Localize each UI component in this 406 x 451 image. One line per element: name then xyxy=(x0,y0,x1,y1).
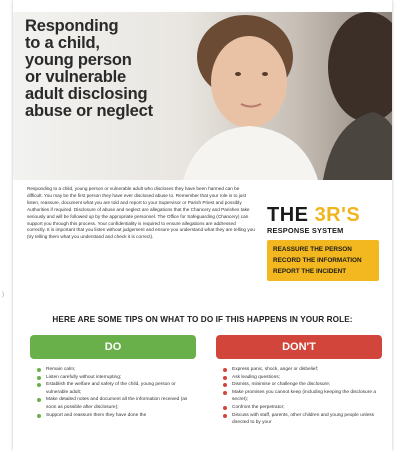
response-system-subtitle: RESPONSE SYSTEM xyxy=(267,226,344,235)
do-item xyxy=(37,374,195,382)
hero-title-line: Responding xyxy=(25,17,119,35)
do-list xyxy=(37,366,195,419)
dont-item xyxy=(223,389,383,404)
do-item xyxy=(37,396,195,411)
dont-header: DON'T xyxy=(216,335,382,359)
hero-banner xyxy=(13,12,392,180)
response-system-3rs: 3R'S xyxy=(314,204,361,226)
do-item-text: Listen carefully without interrupting; xyxy=(46,374,122,380)
dont-item-text: Confront the perpetrator; xyxy=(232,404,285,410)
dont-item-text: Dismiss, minimise or challenge the disclosure; xyxy=(232,382,331,388)
dont-item xyxy=(223,366,383,374)
intro-paragraph xyxy=(27,186,255,241)
dont-item-text: Make promises you cannot keep (including keeping the disclosure a secret); xyxy=(232,389,376,403)
response-system-box xyxy=(267,205,377,281)
dont-item xyxy=(223,381,383,389)
hero-title-line: or vulnerable xyxy=(25,68,127,86)
dont-item xyxy=(223,404,383,412)
bullet-icon xyxy=(223,376,227,380)
do-item xyxy=(37,412,195,420)
response-step: REPORT THE INCIDENT xyxy=(273,268,347,275)
bullet-icon xyxy=(37,398,41,402)
hero-title xyxy=(25,18,195,120)
bullet-icon xyxy=(37,383,41,387)
dont-item xyxy=(223,412,383,427)
do-item-text: Remain calm; xyxy=(46,367,76,372)
do-item-text: Support and reassure them they have done the xyxy=(46,412,147,418)
bullet-icon xyxy=(223,391,227,395)
response-system-title xyxy=(267,205,377,225)
response-step: RECORD THE INFORMATION xyxy=(273,257,362,264)
dont-list xyxy=(223,366,383,427)
dont-item-text: Discuss with staff, parents, other children and young people unless directed to by your xyxy=(232,412,375,426)
margin-mark: ) xyxy=(2,292,4,298)
hero-title-line: to a child, xyxy=(25,34,100,52)
do-item-text: Make detailed notes and document all the information received (as soon as possible after disclosure); xyxy=(46,397,188,410)
bullet-icon xyxy=(37,376,41,380)
bullet-icon xyxy=(223,383,227,387)
bullet-icon xyxy=(223,414,227,418)
tips-heading: HERE ARE SOME TIPS ON WHAT TO DO IF THIS HAPPENS IN YOUR ROLE: xyxy=(52,315,353,324)
dont-item xyxy=(223,374,383,382)
bullet-icon xyxy=(37,414,41,418)
hero-title-line: young person xyxy=(25,51,132,69)
do-item xyxy=(37,381,195,396)
do-item xyxy=(37,366,195,374)
intro-text: Responding to a child, young person or vulnerable adult who discloses they have been harmed can be difficult. You may be the first person they have ever disclosed abuse to. Remember that your role is to just listen, reassure, document what you are told and report to your Supervisor or Parish Priest and possibly Authorities if required. Disclosure of abuse and neglect are allegations that the Chancery and Parishes take seriously and will be followed up by the appropriate personnel. The Office for Safeguarding (Chancery) can support you through this process. Your confidentiality is required to ensure allegations are addressed correctly. It is important that you listen without judgement and ensure you understand what they are telling you (try telling them what you understand and check it is correct). xyxy=(27,186,255,240)
response-system-list xyxy=(267,240,379,281)
do-header: DO xyxy=(30,335,196,359)
document-page xyxy=(13,0,392,451)
dont-item-text: Ask leading questions; xyxy=(232,374,280,380)
response-system-the: THE xyxy=(267,204,309,226)
dont-item-text: Express panic, shock, anger or disbelief; xyxy=(232,367,319,372)
bullet-icon xyxy=(37,368,41,372)
response-step: REASSURE THE PERSON xyxy=(273,246,352,253)
hero-title-line: abuse or neglect xyxy=(25,102,153,120)
bullet-icon xyxy=(223,368,227,372)
do-item-text: Establish the welfare and safety of the child, young person or vulnerable adult; xyxy=(46,382,176,395)
hero-title-line: adult disclosing xyxy=(25,85,148,103)
bullet-icon xyxy=(223,406,227,410)
